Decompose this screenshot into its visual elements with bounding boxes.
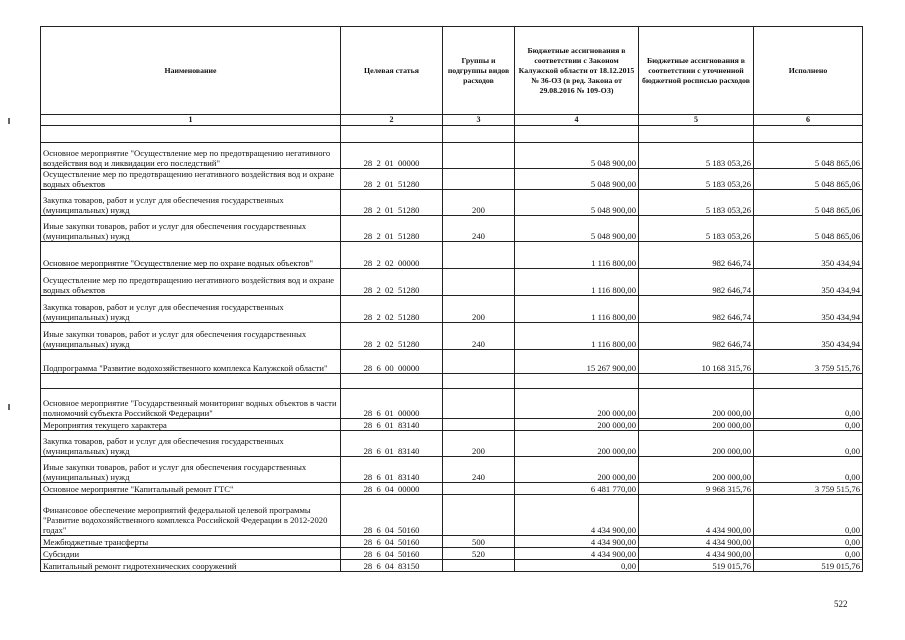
row-group-code — [443, 389, 515, 419]
row-group-code: 240 — [443, 216, 515, 242]
row-group-code — [443, 143, 515, 169]
table-row — [41, 143, 863, 169]
row-refined-amount: 5 183 053,26 — [639, 216, 754, 242]
row-name: Закупка товаров, работ и услуг для обеспечения государственных (муниципальных) нужд — [41, 190, 341, 216]
row-group-code: 240 — [443, 457, 515, 483]
row-law-amount: 4 434 900,00 — [515, 495, 639, 536]
row-target-code: 28 2 02 51280 — [341, 296, 443, 323]
row-law-amount: 0,00 — [515, 560, 639, 572]
row-law-amount: 1 116 800,00 — [515, 296, 639, 323]
table-row — [41, 242, 863, 269]
row-law-amount: 15 267 900,00 — [515, 350, 639, 374]
row-name: Иные закупки товаров, работ и услуг для обеспечения государственных (муниципальных) нужд — [41, 457, 341, 483]
row-name: Основное мероприятие "Государственный мониторинг водных объектов в части полномочий субъекта Российской Федерации" — [41, 389, 341, 419]
header-executed: Исполнено — [754, 27, 863, 115]
table-row — [41, 350, 863, 374]
row-name: Иные закупки товаров, работ и услуг для обеспечения государственных (муниципальных) нужд — [41, 216, 341, 242]
table-row — [41, 419, 863, 431]
row-name: Межбюджетные трансферты — [41, 536, 341, 548]
row-group-code — [443, 419, 515, 431]
row-executed-amount: 0,00 — [754, 431, 863, 457]
row-executed-amount: 3 759 515,76 — [754, 350, 863, 374]
column-number: 5 — [639, 115, 754, 126]
row-refined-amount: 4 434 900,00 — [639, 495, 754, 536]
row-law-amount: 1 116 800,00 — [515, 323, 639, 350]
budget-table — [40, 26, 863, 572]
row-law-amount: 6 481 770,00 — [515, 483, 639, 495]
row-name: Капитальный ремонт гидротехнических сооружений — [41, 560, 341, 572]
row-law-amount: 5 048 900,00 — [515, 190, 639, 216]
row-name: Финансовое обеспечение мероприятий федеральной целевой программы "Развитие водохозяйственного комплекса Российской Федерации в 2012-2020 годах" — [41, 495, 341, 536]
row-executed-amount: 519 015,76 — [754, 560, 863, 572]
row-group-code — [443, 483, 515, 495]
row-target-code: 28 2 02 51280 — [341, 269, 443, 296]
row-target-code: 28 2 01 00000 — [341, 143, 443, 169]
row-refined-amount: 200 000,00 — [639, 419, 754, 431]
row-group-code — [443, 242, 515, 269]
row-group-code — [443, 269, 515, 296]
row-target-code: 28 6 01 83140 — [341, 419, 443, 431]
row-name: Закупка товаров, работ и услуг для обеспечения государственных (муниципальных) нужд — [41, 431, 341, 457]
row-name: Закупка товаров, работ и услуг для обеспечения государственных (муниципальных) нужд — [41, 296, 341, 323]
table-row — [41, 483, 863, 495]
row-target-code: 28 6 00 00000 — [341, 350, 443, 374]
row-target-code: 28 6 04 50160 — [341, 495, 443, 536]
row-refined-amount: 9 968 315,76 — [639, 483, 754, 495]
column-number: 6 — [754, 115, 863, 126]
table-row — [41, 548, 863, 560]
header-law-allocations: Бюджетные ассигнования в соответствии с Законом Калужской области от 18.12.2015 № 36-ОЗ (в ред. Закона от 29.08.2016 № 109-ОЗ) — [515, 27, 639, 115]
row-executed-amount: 350 434,94 — [754, 323, 863, 350]
table-row — [41, 190, 863, 216]
row-executed-amount: 3 759 515,76 — [754, 483, 863, 495]
row-executed-amount: 5 048 865,06 — [754, 190, 863, 216]
row-group-code: 500 — [443, 536, 515, 548]
row-group-code — [443, 560, 515, 572]
row-name: Основное мероприятие "Капитальный ремонт ГТС" — [41, 483, 341, 495]
page-number: 522 — [834, 599, 848, 609]
row-executed-amount: 0,00 — [754, 536, 863, 548]
row-executed-amount: 350 434,94 — [754, 296, 863, 323]
row-group-code: 200 — [443, 431, 515, 457]
table-body — [41, 143, 863, 572]
row-executed-amount: 350 434,94 — [754, 269, 863, 296]
table-row — [41, 216, 863, 242]
row-group-code — [443, 169, 515, 190]
row-refined-amount: 982 646,74 — [639, 323, 754, 350]
row-name: Основное мероприятие "Осуществление мер по охране водных объектов" — [41, 242, 341, 269]
row-law-amount: 4 434 900,00 — [515, 536, 639, 548]
spacer-row — [41, 374, 863, 389]
row-name: Осуществление мер по предотвращению негативного воздействия вод и охране водных объектов — [41, 269, 341, 296]
row-executed-amount: 0,00 — [754, 389, 863, 419]
row-group-code: 520 — [443, 548, 515, 560]
table-row — [41, 269, 863, 296]
row-refined-amount: 519 015,76 — [639, 560, 754, 572]
row-group-code: 240 — [443, 323, 515, 350]
row-target-code: 28 6 01 00000 — [341, 389, 443, 419]
row-refined-amount: 200 000,00 — [639, 457, 754, 483]
row-group-code — [443, 495, 515, 536]
row-law-amount: 200 000,00 — [515, 389, 639, 419]
row-refined-amount: 200 000,00 — [639, 431, 754, 457]
header-name: Наименование — [41, 27, 341, 115]
row-target-code: 28 6 01 83140 — [341, 431, 443, 457]
row-executed-amount: 0,00 — [754, 419, 863, 431]
row-executed-amount: 5 048 865,06 — [754, 169, 863, 190]
row-name: Субсидии — [41, 548, 341, 560]
column-number: 2 — [341, 115, 443, 126]
header-refined-allocations: Бюджетные ассигнования в соответствии с уточненной бюджетной росписью расходов — [639, 27, 754, 115]
row-target-code: 28 6 04 50160 — [341, 548, 443, 560]
row-law-amount: 4 434 900,00 — [515, 548, 639, 560]
row-refined-amount: 982 646,74 — [639, 296, 754, 323]
row-target-code: 28 6 04 00000 — [341, 483, 443, 495]
binder-mark — [8, 404, 10, 410]
row-law-amount: 5 048 900,00 — [515, 169, 639, 190]
row-refined-amount: 5 183 053,26 — [639, 190, 754, 216]
row-law-amount: 5 048 900,00 — [515, 216, 639, 242]
row-law-amount: 1 116 800,00 — [515, 269, 639, 296]
table-row — [41, 389, 863, 419]
row-refined-amount: 982 646,74 — [639, 269, 754, 296]
row-refined-amount: 200 000,00 — [639, 389, 754, 419]
row-executed-amount: 0,00 — [754, 495, 863, 536]
spacer-row — [41, 126, 863, 143]
row-target-code: 28 6 01 83140 — [341, 457, 443, 483]
row-law-amount: 5 048 900,00 — [515, 143, 639, 169]
row-executed-amount: 0,00 — [754, 457, 863, 483]
row-target-code: 28 2 01 51280 — [341, 190, 443, 216]
row-name: Мероприятия текущего характера — [41, 419, 341, 431]
row-group-code — [443, 350, 515, 374]
table-row — [41, 457, 863, 483]
column-number: 4 — [515, 115, 639, 126]
column-number: 3 — [443, 115, 515, 126]
row-target-code: 28 2 01 51280 — [341, 169, 443, 190]
header-target: Целевая статья — [341, 27, 443, 115]
row-target-code: 28 6 04 50160 — [341, 536, 443, 548]
table-row — [41, 560, 863, 572]
table-row — [41, 323, 863, 350]
table-row — [41, 296, 863, 323]
row-target-code: 28 2 02 00000 — [341, 242, 443, 269]
row-law-amount: 1 116 800,00 — [515, 242, 639, 269]
row-refined-amount: 982 646,74 — [639, 242, 754, 269]
row-group-code: 200 — [443, 296, 515, 323]
row-name: Иные закупки товаров, работ и услуг для обеспечения государственных (муниципальных) нужд — [41, 323, 341, 350]
binder-mark — [8, 118, 10, 124]
row-group-code: 200 — [443, 190, 515, 216]
table-row — [41, 169, 863, 190]
row-target-code: 28 2 01 51280 — [341, 216, 443, 242]
table-row — [41, 431, 863, 457]
row-law-amount: 200 000,00 — [515, 419, 639, 431]
row-refined-amount: 5 183 053,26 — [639, 143, 754, 169]
row-target-code: 28 6 04 83150 — [341, 560, 443, 572]
column-number: 1 — [41, 115, 341, 126]
table-header — [41, 27, 863, 143]
table-row — [41, 495, 863, 536]
row-refined-amount: 4 434 900,00 — [639, 548, 754, 560]
header-groups: Группы и подгруппы видов расходов — [443, 27, 515, 115]
row-law-amount: 200 000,00 — [515, 457, 639, 483]
row-executed-amount: 5 048 865,06 — [754, 216, 863, 242]
row-name: Основное мероприятие "Осуществление мер по предотвращению негативного воздействия вод и ликвидации его последствий" — [41, 143, 341, 169]
table-row — [41, 536, 863, 548]
row-name: Подпрограмма "Развитие водохозяйственного комплекса Калужской области" — [41, 350, 341, 374]
row-executed-amount: 0,00 — [754, 548, 863, 560]
row-refined-amount: 5 183 053,26 — [639, 169, 754, 190]
row-law-amount: 200 000,00 — [515, 431, 639, 457]
row-executed-amount: 350 434,94 — [754, 242, 863, 269]
row-refined-amount: 10 168 315,76 — [639, 350, 754, 374]
row-target-code: 28 2 02 51280 — [341, 323, 443, 350]
row-executed-amount: 5 048 865,06 — [754, 143, 863, 169]
row-refined-amount: 4 434 900,00 — [639, 536, 754, 548]
row-name: Осуществление мер по предотвращению негативного воздействия вод и охране водных объектов — [41, 169, 341, 190]
